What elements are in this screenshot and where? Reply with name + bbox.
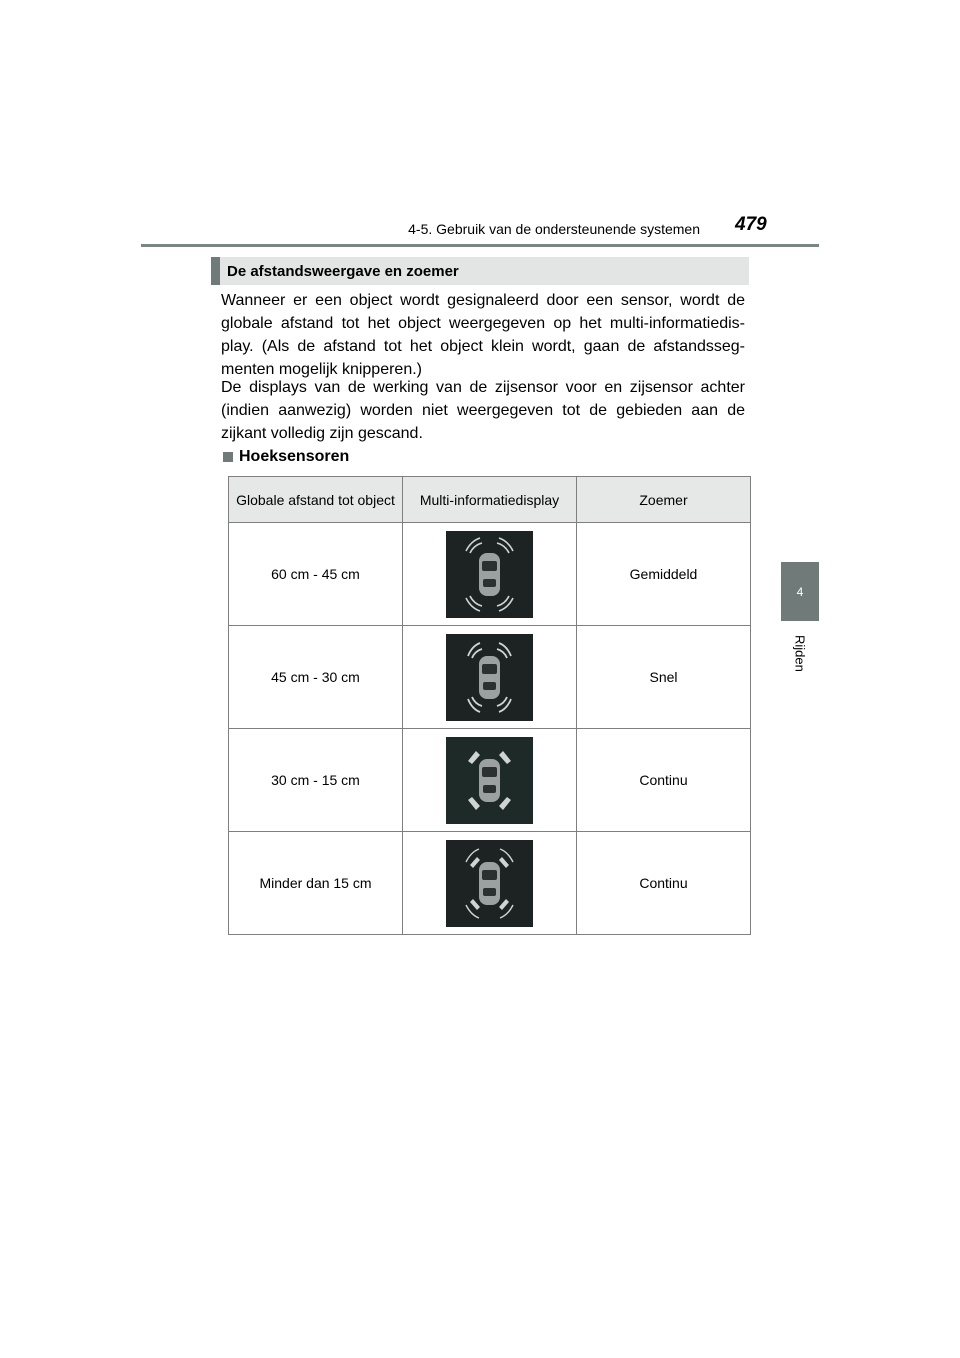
- table-row: [229, 729, 751, 832]
- section-heading: [211, 257, 749, 285]
- table-row: [229, 523, 751, 626]
- buzzer-cell: Continu: [577, 729, 751, 832]
- table-header-row: [229, 477, 751, 523]
- table-row: [229, 832, 751, 935]
- distance-buzzer-table: [228, 476, 751, 935]
- car-corner-sensor-display-icon: [446, 634, 533, 721]
- distance-cell: Minder dan 15 cm: [229, 832, 403, 935]
- page-number: 479: [735, 214, 767, 235]
- running-header: 4-5. Gebruik van de ondersteunende systemen: [408, 221, 700, 237]
- car-corner-sensor-display-icon: [446, 531, 533, 618]
- display-cell: [403, 626, 577, 729]
- chapter-tab: 4: [781, 562, 819, 621]
- car-corner-sensor-display-icon: [446, 840, 533, 927]
- display-cell: [403, 729, 577, 832]
- header-rule: [141, 244, 819, 247]
- distance-cell: 45 cm - 30 cm: [229, 626, 403, 729]
- chapter-label-text: Rijden: [792, 634, 808, 672]
- header-display: Multi-informatiedisplay: [403, 477, 577, 523]
- header-distance: Globale afstand tot object: [229, 477, 403, 523]
- distance-cell: 60 cm - 45 cm: [229, 523, 403, 626]
- buzzer-cell: Snel: [577, 626, 751, 729]
- subheading-text: Hoeksensoren: [239, 448, 350, 465]
- square-bullet-icon: [223, 452, 233, 462]
- display-cell: [403, 523, 577, 626]
- table-row: [229, 626, 751, 729]
- subheading: [223, 448, 349, 466]
- header-buzzer: Zoemer: [577, 477, 751, 523]
- paragraph-side-sensor: De displays van de werking van de zijsensor voor en zijsensor achter (indien aanwezig) worden niet weergegeven tot de gebieden aan de zijkant volledig zijn gescand.: [221, 379, 745, 442]
- paragraph-distance-display: Wanneer er een object wordt gesignaleerd door een sensor, wordt de globale afstand tot het object weergegeven op het multi-informatiedis-play. (Als de afstand tot het object klein wordt, gaan de afstandsseg-menten mogelijk knipperen.): [221, 292, 745, 378]
- chapter-label: [781, 628, 819, 678]
- buzzer-cell: Continu: [577, 832, 751, 935]
- display-cell: [403, 832, 577, 935]
- distance-cell: 30 cm - 15 cm: [229, 729, 403, 832]
- section-heading-text: De afstandsweergave en zoemer: [227, 262, 459, 280]
- buzzer-cell: Gemiddeld: [577, 523, 751, 626]
- car-corner-sensor-display-icon: [446, 737, 533, 824]
